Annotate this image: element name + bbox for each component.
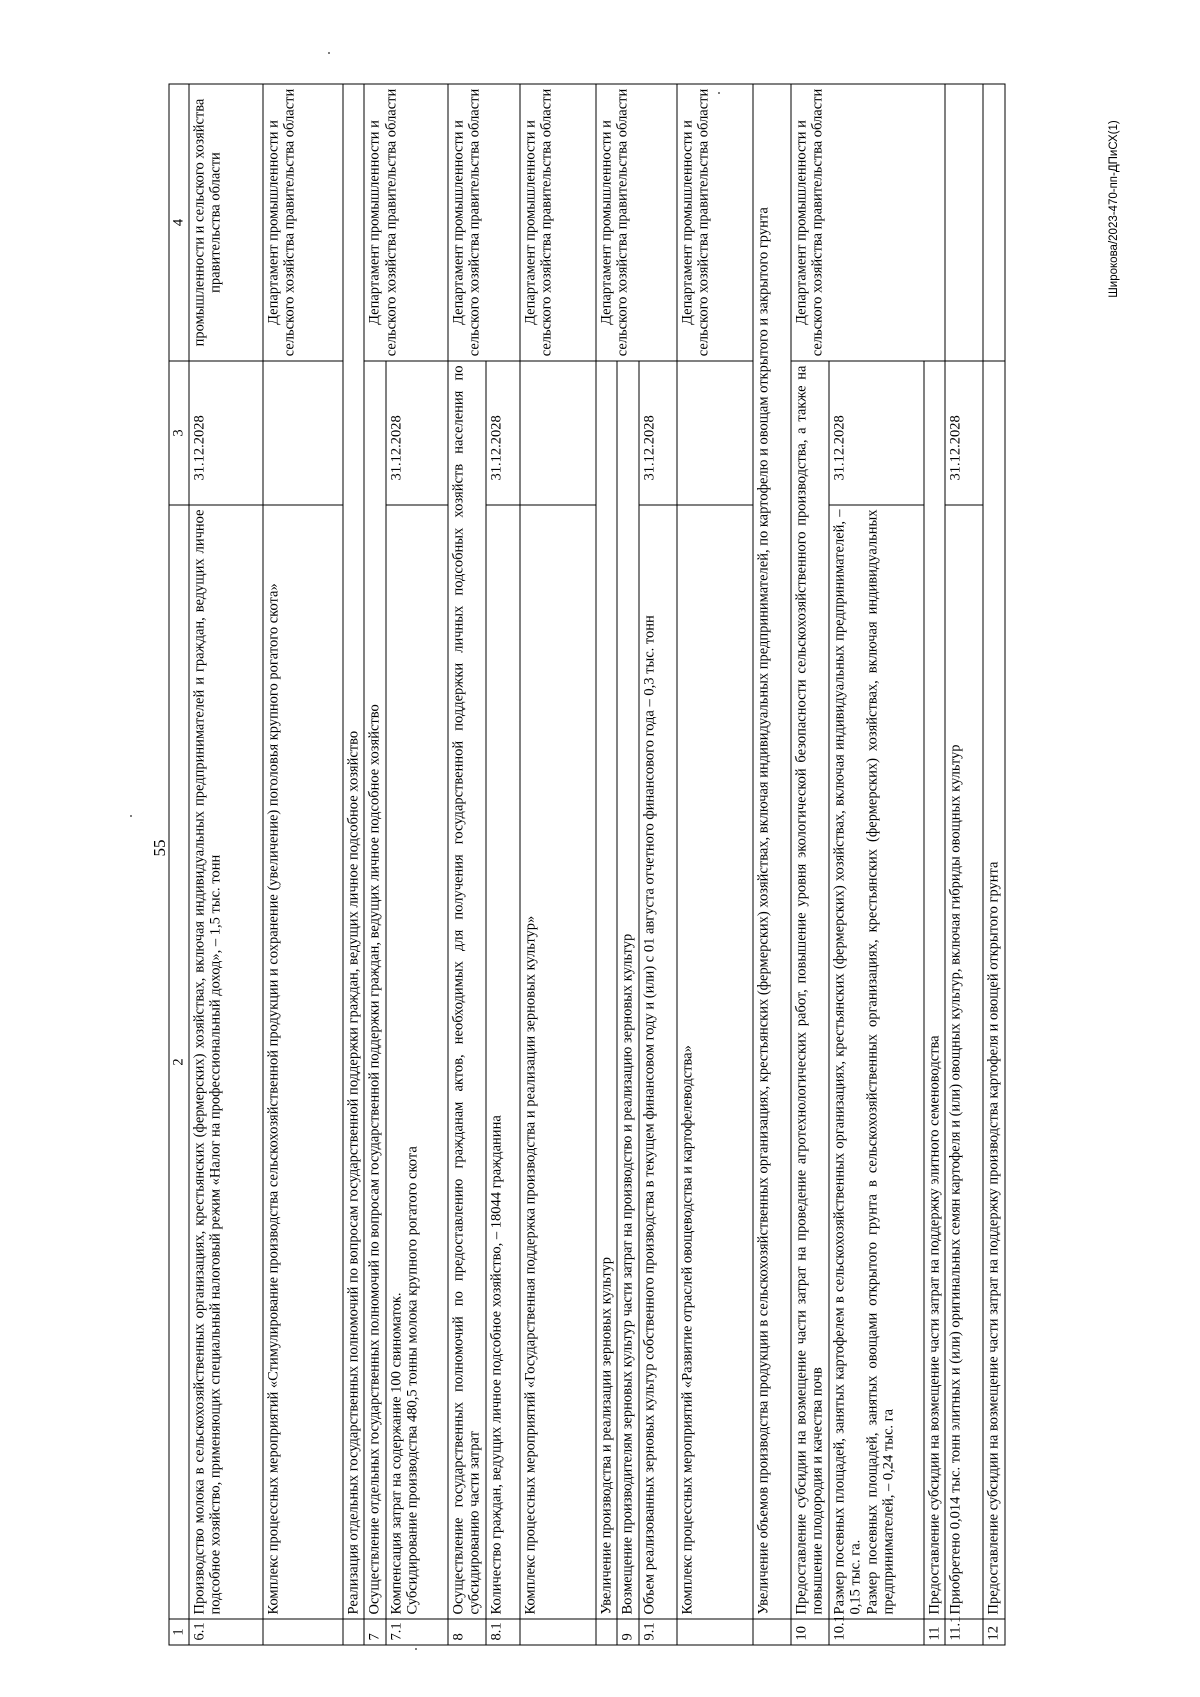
row-text: Комплекс процессных мероприятий «Стимулирование производства сельскохозяйственной продукции и сохранение (увеличение) поголовья крупного рогатого скота»: [263, 505, 343, 1619]
table-row: [945, 84, 983, 1645]
row-text: Осуществление отдельных государственных полномочий по вопросам государственной поддержки граждан, ведущих личное подсобное хозяйство: [364, 361, 386, 1619]
row-date-empty: [263, 361, 343, 505]
row-number: 9: [617, 1619, 639, 1645]
table-row: [753, 84, 791, 1645]
row-text: Приобретено 0,014 тыс. тонн элитных и (или) оригинальных семян картофеля и (или) овощных культур, включая гибриды овощных культур: [945, 505, 983, 1619]
row-department: Департамент промышленности и сельского хозяйства правительства области: [596, 84, 677, 361]
row-text: [386, 505, 448, 1619]
row-text: Производство молока в сельскохозяйственных организациях, крестьянских (фермерских) хозяйствах, включая индивидуальных предпринимателей и граждан, ведущих личное подсобное хозяйство, применяющих специальный налоговый режим «Налог на профессиональный доход», – 1,5 тыс. тонн: [189, 505, 263, 1619]
measures-table-container: [169, 85, 1200, 1646]
row-text: Предоставление субсидии на возмещение части затрат на поддержку элитного семеноводства: [924, 361, 946, 1619]
table-row: [343, 84, 365, 1645]
row-number: 7: [364, 1619, 386, 1645]
page-number: 55: [150, 839, 169, 857]
table-header-row: [169, 84, 189, 1645]
row-number-empty: [753, 1619, 791, 1645]
row-text-line: Размер посевных площадей, занятых овощами открытого грунта в сельскохозяйственных организациях, крестьянских (фермерских) хозяйствах, включая индивидуальных предпринимателей, – 0,24 тыс. га: [864, 509, 897, 1615]
table-row: [924, 84, 946, 1645]
row-text: Объем реализованных зерновых культур собственного производства в текущем финансовом году и (или) с 01 августа отчетного финансового года – 0,3 тыс. тонн: [639, 505, 677, 1619]
row-text-line: Субсидирование производства 480,5 тонны молока крупного рогатого скота: [404, 1146, 421, 1615]
row-number: 11.1: [945, 1619, 983, 1645]
table-row: [189, 84, 263, 1645]
row-date-empty: [520, 361, 596, 505]
row-number-empty: [263, 1619, 343, 1645]
scan-speck: [328, 52, 330, 54]
row-number-empty: [343, 1619, 365, 1645]
row-department-empty: [983, 84, 1005, 361]
row-number: 8.1: [486, 1619, 520, 1645]
row-number-empty: [596, 1619, 618, 1645]
row-department: Департамент промышленности и сельского хозяйства правительства области: [364, 84, 448, 361]
row-date: 31.12.2028: [829, 361, 924, 505]
row-text: Осуществление государственных полномочий по предоставлению гражданам актов, необходимых для получения государственной поддержки личных подсобных хозяйств населения по субсидированию части затрат: [448, 361, 486, 1619]
row-number: 6.1: [189, 1619, 263, 1645]
row-department-empty: [945, 84, 983, 361]
scan-speck: [415, 1648, 417, 1650]
header-cell: 2: [169, 505, 189, 1619]
scan-speck: [130, 815, 132, 817]
table-row: [448, 84, 486, 1645]
section-title: Увеличение производства и реализации зерновых культур: [596, 361, 618, 1619]
row-date: 31.12.2028: [945, 361, 983, 505]
row-text: [829, 505, 924, 1619]
table-row: [983, 84, 1005, 1645]
row-date-empty: [677, 361, 753, 505]
row-date: 31.12.2028: [386, 361, 448, 505]
row-text: Количество граждан, ведущих личное подсобное хозяйство, – 18044 гражданина: [486, 505, 520, 1619]
row-number: 12: [983, 1619, 1005, 1645]
row-text: Комплекс процессных мероприятий «Государственная поддержка производства и реализации зерновых культур»: [520, 505, 596, 1619]
section-title: Увеличение объемов производства продукции в сельскохозяйственных организациях, крестьянских (фермерских) хозяйствах, включая индивидуальных предпринимателей, по картофелю и овощам открытого и закрытого грунта: [753, 84, 791, 1619]
row-number: 7.1: [386, 1619, 448, 1645]
header-cell: 3: [169, 361, 189, 505]
header-cell: 1: [169, 1619, 189, 1645]
row-number: 10.1: [829, 1619, 924, 1645]
header-cell: 4: [169, 84, 189, 361]
row-department: Департамент промышленности и сельского хозяйства правительства области: [263, 84, 343, 361]
table-row: [791, 84, 829, 1645]
row-text: Предоставление субсидии на возмещение части затрат на проведение агротехнологических работ, повышение уровня экологической безопасности сельскохозяйственного производства, а также на повышение плодородия и качества почв: [791, 361, 829, 1619]
row-number: 8: [448, 1619, 486, 1645]
row-date: 31.12.2028: [639, 361, 677, 505]
row-text: Возмещение производителям зерновых культур части затрат на производство и реализацию зерновых культур: [617, 361, 639, 1619]
row-department: Департамент промышленности и сельского хозяйства правительства области: [677, 84, 753, 361]
document-code: Широкова/2023-470-пп-ДПиСХ(1): [1108, 120, 1120, 298]
row-number: 11: [924, 1619, 946, 1645]
table-row: [677, 84, 753, 1645]
table-row: [596, 84, 618, 1645]
row-department: Департамент промышленности и сельского хозяйства правительства области: [520, 84, 596, 361]
row-text: Предоставление субсидии на возмещение части затрат на поддержку производства картофеля и овощей открытого грунта: [983, 361, 1005, 1619]
row-department: Департамент промышленности и сельского хозяйства правительства области: [791, 84, 924, 361]
row-text: Комплекс процессных мероприятий «Развитие отраслей овощеводства и картофелеводства»: [677, 505, 753, 1619]
measures-table: [169, 84, 1006, 1646]
row-department-empty: [924, 84, 946, 361]
row-text-line: Размер посевных площадей, занятых картофелем в сельскохозяйственных организациях, крестьянских (фермерских) хозяйствах, включая индивидуальных предпринимателей, – 0,15 тыс. га.: [831, 509, 864, 1615]
table-row: [364, 84, 386, 1645]
row-number: 9.1: [639, 1619, 677, 1645]
table-row: [520, 84, 596, 1645]
row-number: 10: [791, 1619, 829, 1645]
row-date: 31.12.2028: [486, 361, 520, 505]
row-number-empty: [520, 1619, 596, 1645]
row-department: Департамент промышленности и сельского хозяйства правительства области: [448, 84, 520, 361]
section-title: Реализация отдельных государственных полномочий по вопросам государственной поддержки граждан, ведущих личное подсобное хозяйство: [343, 84, 365, 1619]
row-number-empty: [677, 1619, 753, 1645]
table-row: [263, 84, 343, 1645]
row-text-line: Компенсация затрат на содержание 100 свиноматок.: [388, 1292, 405, 1615]
row-date: 31.12.2028: [189, 361, 263, 505]
row-department: промышленности и сельского хозяйства правительства области: [189, 84, 263, 361]
